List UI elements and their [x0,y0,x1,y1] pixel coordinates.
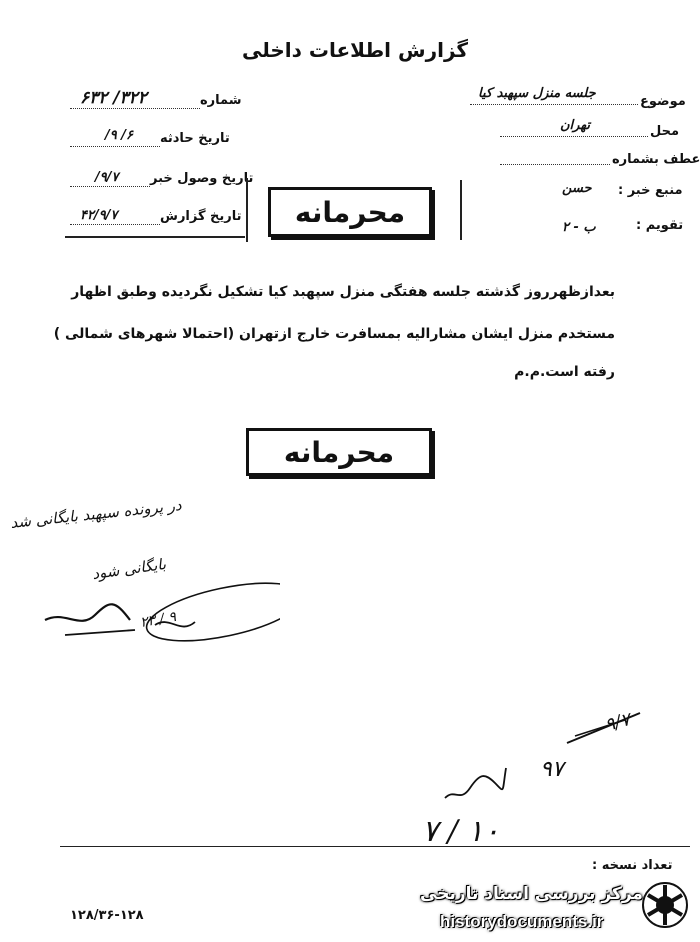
rating-value: ب - ۲ [562,220,596,235]
right-separator [460,180,462,240]
body-line-3: رفته است.م.م [514,364,615,380]
left-block-underline [65,236,245,238]
reference-label: عطف بشماره [612,152,700,167]
received-date-dotline [70,186,150,187]
report-date-dotline [70,224,160,225]
left-separator [246,178,248,242]
number-label: شماره [200,93,242,108]
report-date-value: ۴۲/۹/۷ [80,208,118,223]
subject-label: موضوع [640,94,686,109]
rating-label: تقویم : [636,218,684,233]
subject-dotline [470,104,638,105]
footer-rule [60,846,690,847]
handwritten-number-c: ۷ / ۱۰ [422,814,500,849]
handwritten-scribble [440,758,510,808]
report-date-label: تاریخ گزارش [160,209,242,224]
confidential-stamp-top: محرمانه [268,187,432,237]
received-date-label: تاریخ وصول خبر [150,171,254,186]
copies-label: تعداد نسخه : [592,858,673,873]
subject-value: جلسه منزل سپهبد کیا [478,86,596,101]
reference-dotline [500,164,610,165]
location-label: محل [650,124,680,139]
source-value: حسن [562,181,592,196]
number-value: ۳۲۲/ ۶۳۲ [80,88,147,108]
page-title: گزارش اطلاعات داخلی [241,38,469,62]
body-line-2: مستخدم منزل ایشان مشارالیه بمسافرت خارج ازتهران (احتمالا شهرهای شمالی ) [53,326,615,342]
handwritten-note-1: در پرونده سپهبد بایگانی شد [9,496,183,532]
number-dotline [70,108,200,109]
incident-date-dotline [70,146,160,147]
confidential-stamp-middle: محرمانه [246,428,432,476]
incident-date-label: تاریخ حادثه [160,131,230,146]
handwritten-initials: ۲۳ / ۹ [138,608,178,632]
form-code: ۱۲۸/۳۶-۱۲۸ [70,908,144,923]
received-date-value: ۹/۷/ [95,170,119,185]
body-line-1: بعدازظهرروز گذشته جلسه هفتگی منزل سپهبد کیا تشکیل نگردیده وطبق اظهار [71,284,615,300]
handwritten-number-a: ۹/۷ [602,709,633,736]
archive-logo-icon [640,880,690,930]
location-dotline [500,136,648,137]
location-value: تهران [560,118,590,133]
handwritten-number-b: ۹۷ [540,757,564,782]
incident-date-value: ۶/ ۹/ [105,128,133,143]
handwritten-note-2: بایگانی شود [91,554,168,584]
strike-mark [565,708,645,748]
watermark-text: مرکز بررسی اسناد تاریخی [420,884,643,904]
source-label: منبع خبر : [618,183,683,198]
watermark-url: historydocuments.ir [440,912,604,931]
